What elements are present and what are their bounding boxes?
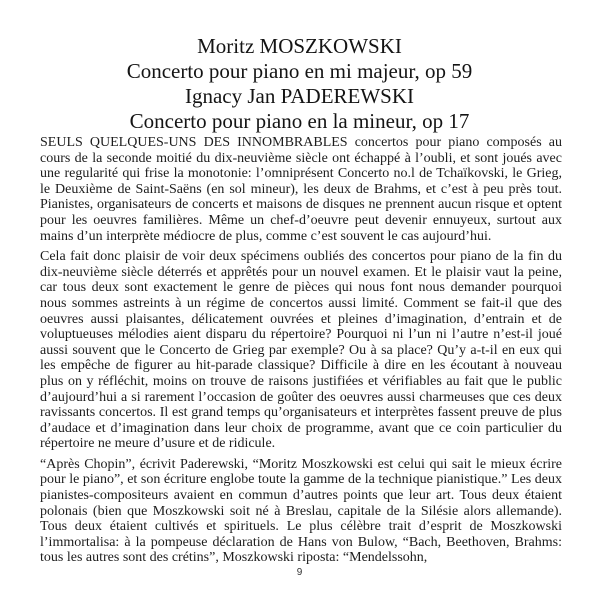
work-2-title: Concerto pour piano en la mineur, op 17 — [129, 109, 470, 133]
paragraph-1: SEULS QUELQUES-UNS DES INNOMBRABLES concertos pour piano composés au cours de la seconde moitié du dix-neuvième siècle ont échappé à l’oubli, et sont joués avec une regularité qui frise la monotonie: l’omniprésent Concerto no.l de Tchaïkovski, le Grieg, le Deuxième de Saint-Saëns (en sol mineur), les deux de Brahms, et c’est à peu près tout. Pianistes, organisateurs de concerts et maisons de disques ne prennent aucun risque et optent pour les oeuvres familières. Même un chef-d’oeuvre peut devenir ennuyeux, surtout aux mains d’un interprète médiocre de plus, comme c’est souvent le cas aujourd’hui. — [40, 135, 562, 244]
page-heading — [40, 34, 559, 134]
work-1-title: Concerto pour piano en mi majeur, op 59 — [126, 59, 473, 83]
composer-1-name: Moritz MOSZKOWSKI — [197, 34, 402, 58]
body-text — [40, 135, 562, 571]
paragraph-3: “Après Chopin”, écrivit Paderewski, “Moritz Moszkowski est celui qui sait le mieux écrire pour le piano”, et son écriture englobe toute la gamme de la technique pianistique.” Les deux pianistes-compositeurs avaient en commun d’autres points que leur art. Tous deux étaient polonais (bien que Moszkowski soit né à Breslau, capitale de la Silésie alors allemande). Tous deux étaient cultivés et spirituels. Le plus célèbre trait d’esprit de Moszkowski l’immortalisa: à la pompeuse déclaration de Hans von Bulow, “Bach, Beethoven, Brahms: tous les autres sont des crétins”, Moszkowski riposta: “Mendelssohn, — [40, 456, 562, 566]
page-number: 9 — [296, 567, 303, 578]
paragraph-2: Cela fait donc plaisir de voir deux spécimens oubliés des concertos pour piano de la fin du dix-neuvième siècle déterrés et apprêtés pour un nouvel examen. Et le plaisir vaut la peine, car tous deux sont exactement le genre de pièces qui nous font nous demander pourquoi nous sommes astreints à un régime de concertos aussi limité. Comment se fait-il que des oeuvres aussi plaisantes, délicatement ouvrées et pleines d’imagination, d’entrain et de voluptueuses mélodies aient disparu du répertoire? Pourquoi ni l’un ni l’autre n’est-il joué aussi souvent que le Concerto de Grieg par exemple? Ou à sa place? Qu’y a-t-il en eux qui les empêche de figurer au hit-parade classique? Difficile à dire en les écoutant à nouveau plus on y réfléchit, moins on trouve de raisons justifiées et vérifiables au fait que le public d’aujourd’hui a si rarement l’occasion de goûter des oeuvres aussi charmeuses que ces deux ravissants concertos. Il est grand temps qu’organisateurs et interprètes fassent preuve de plus d’audace et d’imagination dans leur choix de programme, avant que ce coin particulier du répertoire ne meure d’usure et de ridicule. — [40, 249, 562, 452]
composer-2-name: Ignacy Jan PADEREWSKI — [184, 84, 415, 108]
